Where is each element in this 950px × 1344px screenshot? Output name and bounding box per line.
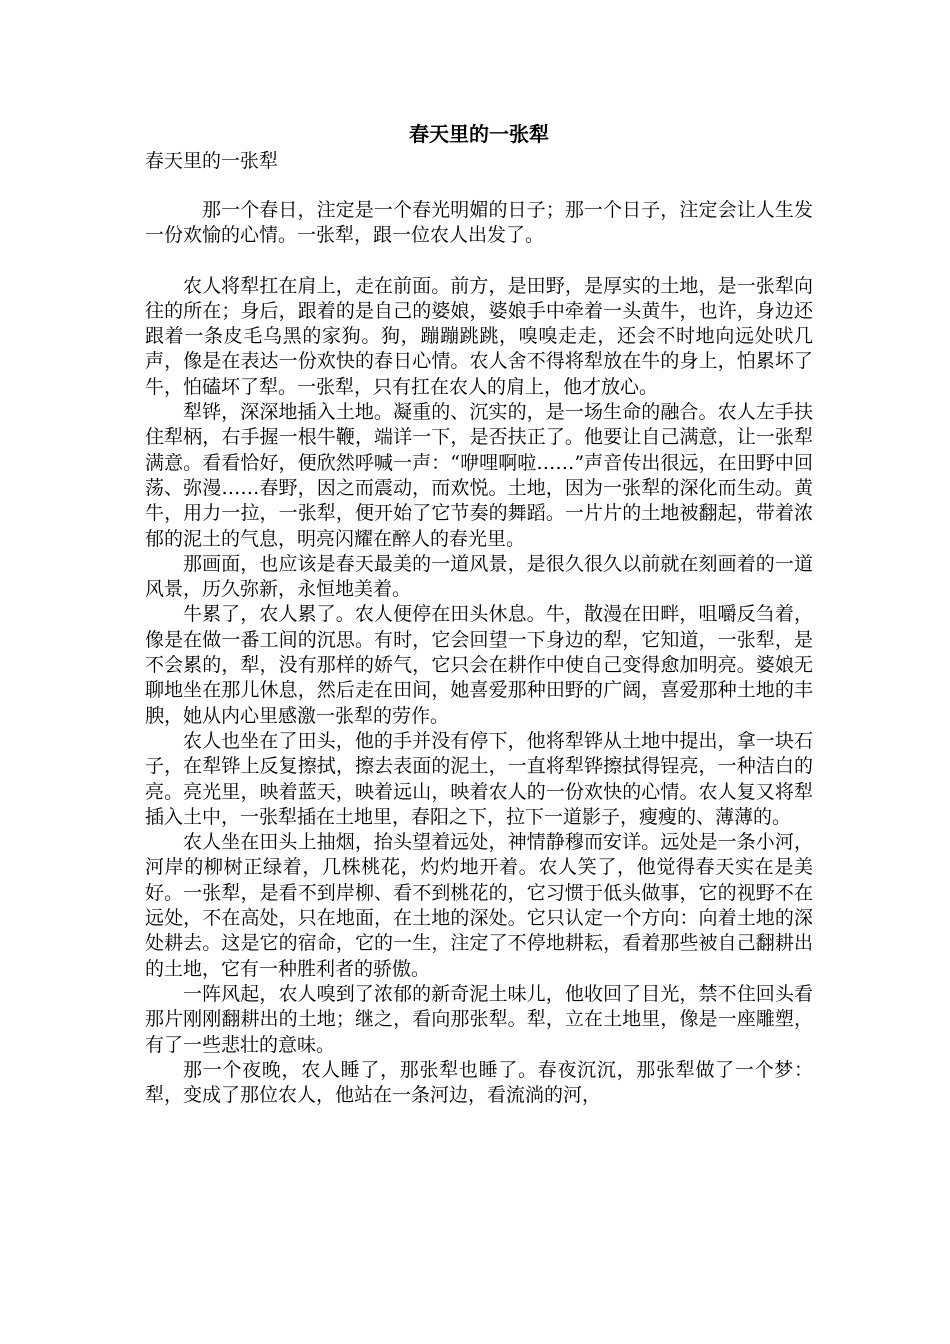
paragraph: 一阵风起，农人嗅到了浓郁的新奇泥土味儿，他收回了目光，禁不住回头看那片刚刚翻耕出的土地；继之，看向那张犁。犁，立在土地里，像是一座雕塑，有了一些悲壮的意味。 xyxy=(145,982,813,1056)
paragraph: 那一个春日，注定是一个春光明媚的日子；那一个日子，注定会让人生发一份欢愉的心情。一张犁，跟一位农人出发了。 xyxy=(145,199,813,247)
document-page xyxy=(145,120,813,1108)
document-subtitle: 春天里的一张犁 xyxy=(145,150,279,172)
paragraph: 那一个夜晚，农人睡了，那张犁也睡了。春夜沉沉，那张犁做了一个梦：犁，变成了那位农人，他站在一条河边，看流淌的河， xyxy=(145,1058,813,1107)
paragraph: 农人也坐在了田头，他的手并没有停下，他将犁铧从土地中提出，拿一块石子，在犁铧上反复擦拭，擦去表面的泥土，一直将犁铧擦拭得锃亮，一种洁白的亮。亮光里，映着蓝天，映着远山，映着农人的一份欢快的心情。农人复又将犁插入土中，一张犁插在土地里，春阳之下，拉下一道影子，瘦瘦的、薄薄的。 xyxy=(145,729,813,828)
document-title: 春天里的一张犁 xyxy=(409,122,549,146)
paragraph: 牛累了，农人累了。农人便停在田头休息。牛，散漫在田畔，咀嚼反刍着，像是在做一番工间的沉思。有时，它会回望一下身边的犁，它知道，一张犁，是不会累的，犁，没有那样的娇气，它只会在耕作中使自己变得愈加明亮。婆娘无聊地坐在那儿休息，然后走在田间，她喜爱那种田野的广阔，喜爱那种土地的丰腴，她从内心里感激一张犁的劳作。 xyxy=(145,603,813,727)
paragraph: 那画面，也应该是春天最美的一道风景，是很久很久以前就在刻画着的一道风景，历久弥新，永恒地美着。 xyxy=(145,552,813,601)
paragraph: 农人坐在田头上抽烟，抬头望着远处，神情静穆而安详。远处是一条小河，河岸的柳树正绿着，几株桃花，灼灼地开着。农人笑了，他觉得春天实在是美好。一张犁，是看不到岸柳、看不到桃花的，它习惯于低头做事，它的视野不在远处，不在高处，只在地面，在土地的深处。它只认定一个方向：向着土地的深处耕去。这是它的宿命，它的一生，注定了不停地耕耘，看着那些被自己翻耕出的土地，它有一种胜利者的骄傲。 xyxy=(145,831,813,980)
paragraph: 农人将犁扛在肩上，走在前面。前方，是田野，是厚实的土地，是一张犁向往的所在；身后，跟着的是自己的婆娘，婆娘手中牵着一头黄牛，也许，身边还跟着一条皮毛乌黑的家狗。狗，蹦蹦跳跳，嗅嗅走走，还会不时地向远处吠几声，像是在表达一份欢快的春日心情。农人舍不得将犁放在牛的身上，怕累坏了牛，怕磕坏了犁。一张犁，只有扛在农人的肩上，他才放心。 xyxy=(145,274,813,398)
paragraph: 犁铧，深深地插入土地。凝重的、沉实的，是一场生命的融合。农人左手扶住犁柄，右手握一根牛鞭，端详一下，是否扶正了。他要让自己满意，让一张犁满意。看看恰好，便欣然呼喊一声：“咿哩啊啦……”声音传出很远，在田野中回荡、弥漫……春野，因之而震动，而欢悦。土地，因为一张犁的深化而生动。黄牛，用力一拉，一张犁，便开始了它节奏的舞蹈。一片片的土地被翻起，带着浓郁的泥土的气息，明亮闪耀在醉人的春光里。 xyxy=(145,401,813,550)
